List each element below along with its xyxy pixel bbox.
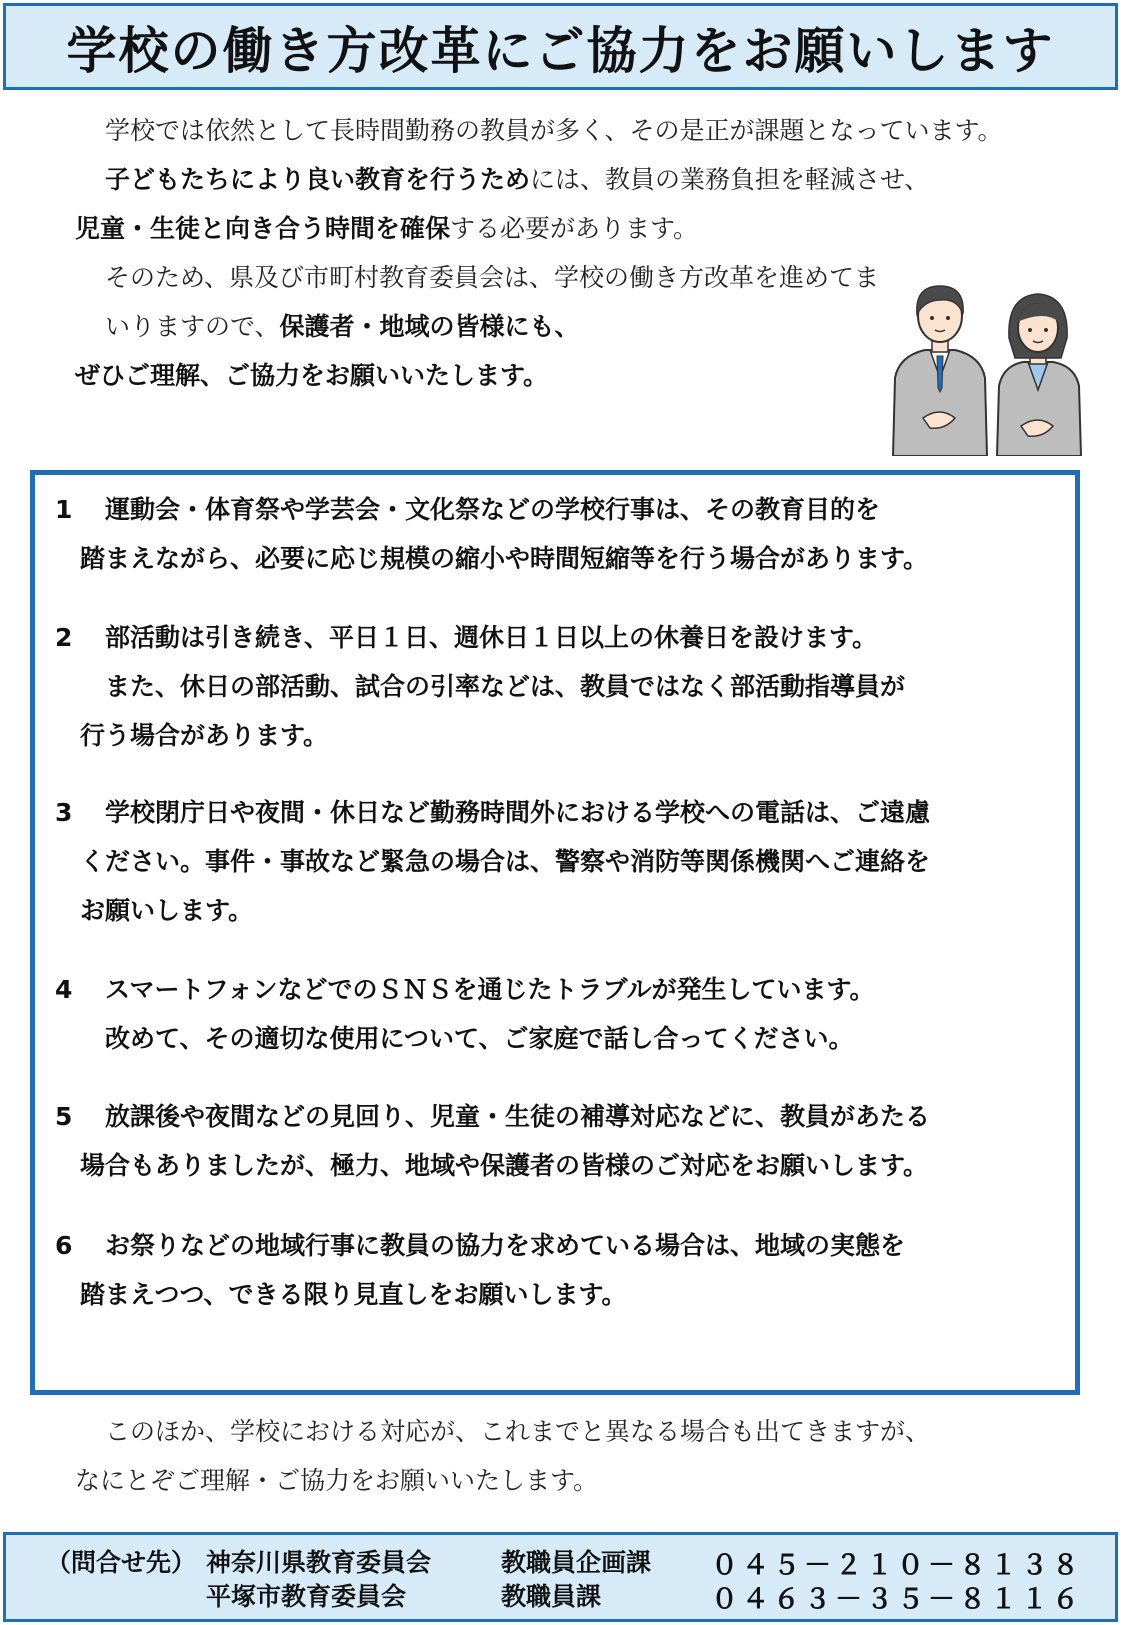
item-number: 4: [55, 975, 73, 1004]
intro-emphasis-1: 子どもたちにより良い教育を行うため: [105, 165, 531, 194]
teachers-bowing-illustration: [885, 278, 1095, 456]
contact-label: （問合せ先）: [46, 1548, 197, 1577]
intro-paragraph-3: [75, 253, 895, 351]
female-teacher-icon: [997, 294, 1081, 456]
item-number: 5: [55, 1102, 73, 1131]
item-line: また、休日の部活動、試合の引率などは、教員ではなく部活動指導員が: [105, 672, 906, 701]
notice-item-6: [55, 1221, 1065, 1319]
intro-text-1: には、教員の業務負担を軽減させ、: [530, 165, 930, 194]
item-line: 行う場合があります。: [80, 721, 329, 750]
item-line: 踏まえつつ、できる限り見直しをお願いします。: [80, 1280, 627, 1309]
closing-line-2: なにとぞご理解・ご協力をお願いいたします。: [75, 1466, 599, 1495]
intro-paragraph-1: 学校では依然として長時間勤務の教員が多く、その是正が課題となっています。: [105, 116, 1003, 145]
item-line: スマートフォンなどでのＳＮＳを通じたトラブルが発生しています。: [105, 975, 875, 1004]
item-line: 運動会・体育祭や学芸会・文化祭などの学校行事は、その教育目的を: [105, 495, 881, 524]
intro-paragraph-2: [75, 155, 1075, 204]
closing-section: [75, 1407, 1075, 1505]
item-number: 2: [55, 623, 73, 652]
notice-item-5: [55, 1092, 1065, 1190]
contact-organization: 平塚市教育委員会: [206, 1582, 407, 1611]
item-line: お祭りなどの地域行事に教員の協力を求めている場合は、地域の実態を: [105, 1231, 906, 1260]
notice-item-2: [55, 613, 1065, 760]
item-line: 踏まえながら、必要に応じ規模の縮小や時間短縮等を行う場合があります。: [80, 544, 929, 573]
item-line: ください。事件・事故など緊急の場合は、警察や消防等関係機関へご連絡を: [80, 847, 931, 876]
notice-item-4: [55, 965, 1065, 1063]
contact-department: 教職員企画課: [501, 1548, 652, 1577]
intro-emphasis-4: ぜひご理解、ご協力をお願いいたします。: [75, 361, 549, 390]
item-line: 改めて、その適切な使用について、ご家庭で話し合ってください。: [105, 1024, 854, 1053]
contact-phone[interactable]: ０４６３－３５－８１１６: [711, 1584, 1083, 1615]
contact-banner: [3, 1532, 1118, 1622]
item-line: お願いします。: [80, 896, 254, 925]
male-teacher-icon: [893, 286, 987, 456]
intro-emphasis-3: 保護者・地域の皆様にも、: [279, 312, 580, 341]
contact-department: 教職員課: [501, 1582, 602, 1611]
item-line: 部活動は引き続き、平日１日、週休日１日以上の休養日を設けます。: [105, 623, 878, 652]
intro-emphasis-2: 児童・生徒と向き合う時間を確保: [75, 214, 451, 243]
notice-item-1: [55, 485, 1065, 583]
contact-row: [6, 1543, 1115, 1581]
notice-list-box: [30, 470, 1080, 1395]
contact-organization: 神奈川県教育委員会: [206, 1548, 432, 1577]
closing-line-1: このほか、学校における対応が、これまでと異なる場合も出てきますが、: [105, 1417, 931, 1446]
intro-text-3: そのため、県及び市町村教育委員会は、学校の働き方改革を進めてまいりますので、: [105, 263, 880, 341]
contact-row: [6, 1577, 1115, 1615]
item-number: 3: [55, 798, 73, 827]
item-number: 6: [55, 1231, 73, 1260]
item-line: 放課後や夜間などの見回り、児童・生徒の補導対応などに、教員があたる: [105, 1102, 931, 1131]
title-banner: [3, 3, 1118, 90]
intro-text-2: する必要があります。: [450, 214, 699, 243]
item-number: 1: [55, 495, 73, 524]
item-line: 場合もありましたが、極力、地域や保護者の皆様のご対応をお願いします。: [80, 1151, 929, 1180]
page-title: 学校の働き方改革にご協力をお願いします: [66, 21, 1055, 80]
item-line: 学校閉庁日や夜間・休日など勤務時間外における学校への電話は、ご遠慮: [105, 798, 931, 827]
intro-paragraph-2-cont: [75, 204, 1075, 253]
notice-item-3: [55, 788, 1065, 935]
contact-phone[interactable]: ０４５－２１０－８１３８: [711, 1550, 1083, 1581]
